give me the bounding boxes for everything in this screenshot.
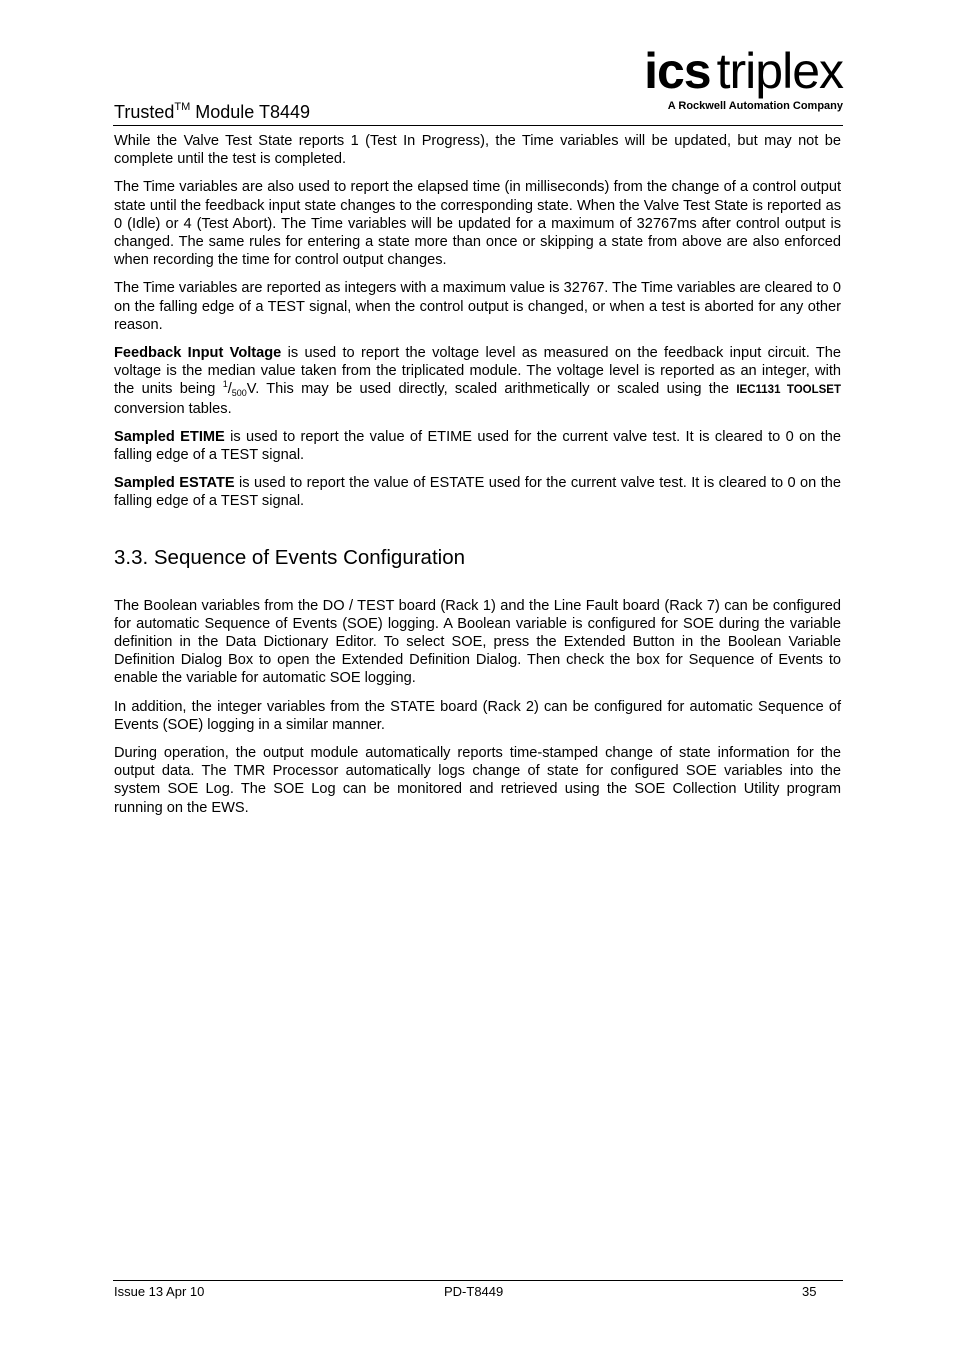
section-heading: 3.3. Sequence of Events Configuration	[114, 545, 466, 569]
term-sampled-etime: Sampled ETIME	[114, 428, 225, 445]
logo-tag-prefix: A	[667, 100, 679, 112]
estate-text: is used to report the value of ESTATE used for the current valve test. It is cleared to 0 on the falling edge of a TEST signal.	[114, 475, 841, 510]
logo-tagline	[603, 100, 843, 113]
logo-wordmark	[603, 44, 843, 98]
fraction-denominator: 500	[231, 388, 247, 399]
paragraph-feedback-voltage	[114, 344, 841, 418]
paragraph-sampled-etime	[114, 428, 841, 464]
title-suffix: Module T8449	[190, 102, 311, 122]
feedback-text-a: is used to report the voltage level as measured on the feedback input circuit. The voltage is the median value taken from the triplicated module. The voltage level is reported as an integer, with the units being	[114, 345, 841, 398]
paragraph-soe-boolean: The Boolean variables from the DO / TEST board (Rack 1) and the Line Fault board (Rack 7) can be configured for automatic Sequence of Events (SOE) logging. A Boolean variable is configured for SOE during the variable definition in the Data Dictionary Editor. To select SOE, press the Extended Button in the Boolean Variable Definition Dialog Box to open the Extended Definition Dialog. Then check the box for Sequence of Events to enable the variable for automatic SOE logging.	[114, 597, 841, 687]
title-prefix: Trusted	[114, 102, 175, 122]
document-title	[114, 100, 310, 124]
footer-issue: Issue 13 Apr 10	[114, 1284, 205, 1299]
fraction-units	[223, 381, 247, 397]
fraction-numerator: 1	[222, 379, 228, 390]
paragraph-sampled-estate	[114, 474, 841, 510]
paragraph-time-integers: The Time variables are reported as integers with a maximum value is 32767. The Time variables are cleared to 0 on the falling edge of a TEST signal, when the control output is changed, or when a test is aborted for any other reason.	[114, 280, 841, 333]
logo-tag-suffix: Company	[789, 100, 843, 112]
paragraph-soe-operation: During operation, the output module automatically reports time-stamped change of state information for the output data. The TMR Processor automatically logs change of state for configured SOE variables into the system SOE Log. The SOE Log can be monitored and retrieved using the SOE Collection Utility program running on the EWS.	[114, 745, 841, 816]
paragraph-elapsed-time: The Time variables are also used to report the elapsed time (in milliseconds) from the change of a control output state until the feedback input state changes to the corresponding state. When the Valve Test State is reported as 0 (Idle) or 4 (Test Abort). The Time variables will be updated for a maximum of 32767ms after control output is changed. The same rules for entering a state more than once or skipping a state from above are also enforced when recording the time for control output changes.	[114, 179, 841, 269]
footer-divider	[113, 1280, 843, 1281]
paragraph-soe-integer: In addition, the integer variables from the STATE board (Rack 2) can be configured for automatic Sequence of Events (SOE) logging in a similar manner.	[114, 698, 841, 733]
company-logo	[603, 44, 843, 113]
logo-word-triplex: triplex	[716, 43, 843, 99]
toolset-name: IEC1131 TOOLSET	[736, 384, 841, 397]
feedback-text-b: V. This may be used directly, scaled arithmetically or scaled using the	[246, 381, 737, 398]
term-sampled-estate: Sampled ESTATE	[114, 475, 235, 492]
page-number: 35	[802, 1284, 817, 1299]
footer-doc-id: PD-T8449	[444, 1284, 504, 1299]
header-divider	[113, 125, 843, 126]
trademark-superscript: TM	[174, 101, 191, 113]
fraction-slash: /	[227, 381, 232, 398]
term-feedback-input-voltage: Feedback Input Voltage	[114, 345, 282, 362]
page-body	[114, 132, 841, 827]
etime-text: is used to report the value of ETIME used for the current valve test. It is cleared to 0 on the falling edge of a TEST signal.	[114, 428, 841, 464]
logo-word-ics: ics	[644, 43, 711, 99]
feedback-text-c: conversion tables.	[114, 400, 232, 417]
paragraph-valve-test-state: While the Valve Test State reports 1 (Test In Progress), the Time variables will be updated, but may not be complete until the test is completed.	[114, 133, 841, 168]
logo-tag-brand: Rockwell Automation	[678, 100, 790, 112]
